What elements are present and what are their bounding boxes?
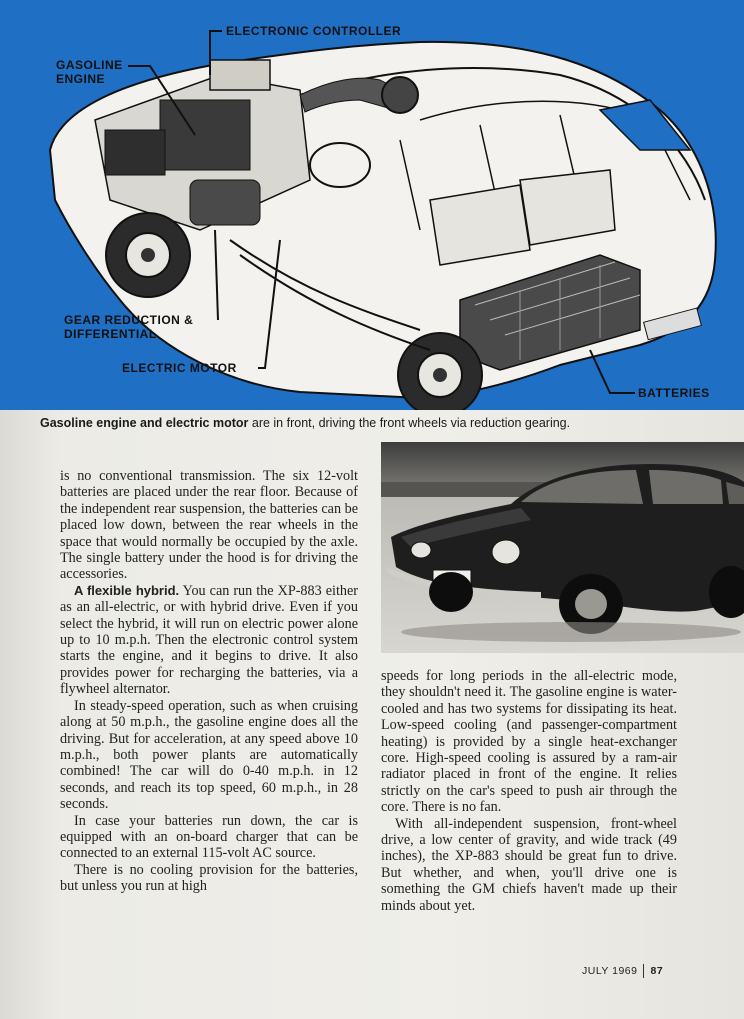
paragraph-1: is no conventional transmission. The six 12-volt batteries are placed under the rear floor. Because of the independent rear suspension, the batteries can be placed low down, between the rear wheels in the space that would normally be occupied by the axle. The single battery under the hood is for driving the accessories. (60, 468, 358, 583)
car-photo (381, 442, 744, 653)
article-column-left (60, 468, 358, 895)
label-electric-motor: ELECTRIC MOTOR (122, 361, 237, 375)
paragraph-4: In case your batteries run down, the car is equipped with an on-board charger that can be connected to an external 115-volt AC source. (60, 812, 358, 862)
page-footer (582, 964, 663, 978)
footer-separator (643, 964, 644, 978)
paragraph-6: speeds for long periods in the all-electric mode, they shouldn't need it. The gasoline engine is water-cooled and has two systems for dissipating its heat. Low-speed cooling (and passenger-compartment heating) is provided by a single heat-exchanger core. High-speed cooling is assured by a ram-air radiator placed in front of the engine. It relies strictly on the car's speed to push air through the core. There is no fan. (381, 668, 677, 816)
subheading-flexible-hybrid: A flexible hybrid. (74, 582, 180, 598)
figure-caption (40, 416, 740, 430)
paragraph-3: In steady-speed operation, such as when cruising along at 50 m.p.h., the gasoline engine does all the driving. But for acceleration, at any speed above 10 m.p.h., both power plants are automatically combined! The car will do 0-40 m.p.h. in 12 seconds, and reach its top speed, 60 m.p.h., in 28 seconds. (60, 697, 358, 813)
label-gear-reduction: GEAR REDUCTION & DIFFERENTIAL (64, 313, 194, 341)
paragraph-5: There is no cooling provision for the batteries, but unless you run at high (60, 861, 358, 895)
label-electronic-controller: ELECTRONIC CONTROLLER (226, 24, 402, 38)
paragraph-7: With all-independent suspension, front-wheel drive, a low center of gravity, and wide track (49 inches), the XP-883 should be great fun to drive. But whether, and when, you'll drive one is something the GM chiefs haven't made up their minds about yet. (381, 815, 677, 914)
label-gasoline-engine: GASOLINE ENGINE (56, 58, 123, 86)
paragraph-2 (60, 583, 358, 698)
car-photo-drawing (381, 442, 744, 653)
label-batteries: BATTERIES (638, 386, 710, 400)
footer-date: JULY 1969 (582, 964, 638, 977)
page-number: 87 (650, 964, 664, 977)
article-column-right (381, 668, 677, 914)
cutaway-illustration (0, 0, 744, 410)
caption-bold: Gasoline engine and electric motor (40, 416, 249, 430)
caption-rest: are in front, driving the front wheels via reduction gearing. (248, 416, 571, 430)
paragraph-2-text: You can run the XP-883 either as an all-electric, or with hybrid drive. Even if you select the hybrid, it will run on electric power alone up to 10 m.p.h. Then the electronic control system starts the engine, and it begins to drive. It also provides power for recharging the batteries, via a flywheel alternator. (60, 582, 359, 698)
